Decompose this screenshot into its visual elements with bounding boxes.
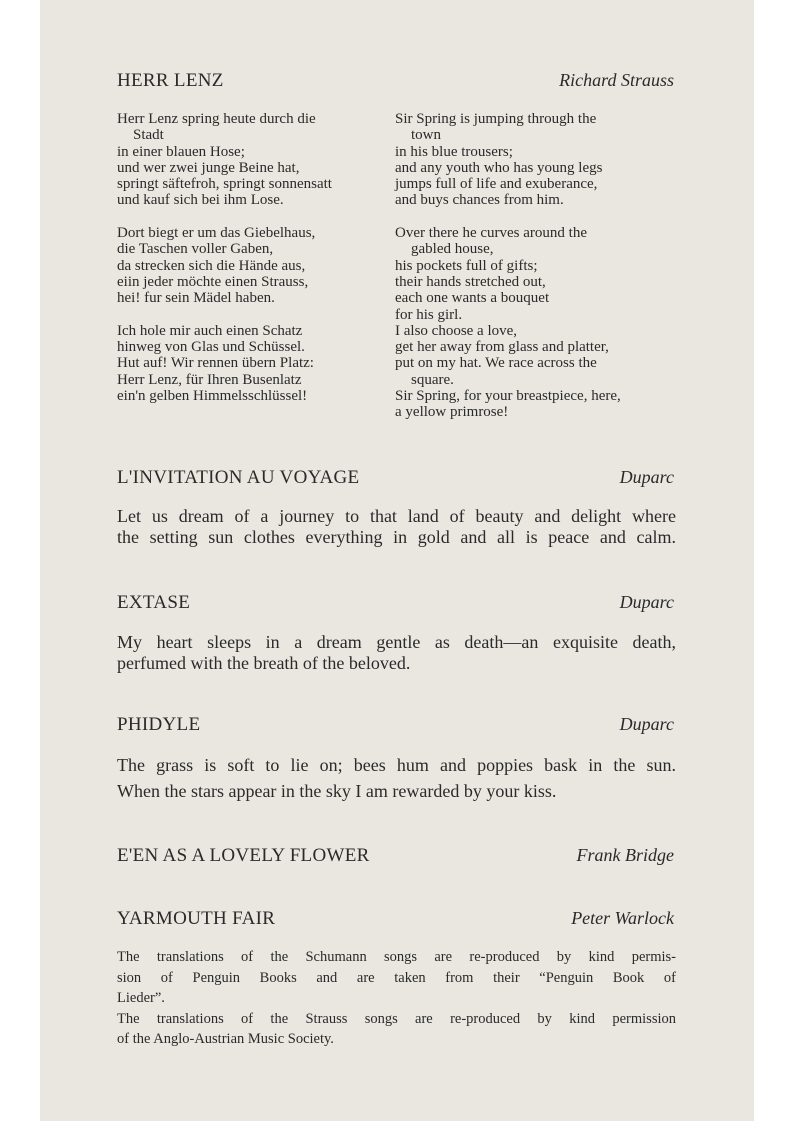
composer-name: Frank Bridge — [576, 845, 674, 865]
lyric-line: Herr Lenz, für Ihren Busenlatz — [117, 371, 302, 388]
credit-line: Lieder”. — [117, 990, 165, 1006]
lyric-line: Stadt — [133, 127, 164, 144]
translation-line: get her away from glass and platter, — [395, 339, 609, 356]
song-title: EXTASE — [117, 592, 191, 613]
translation-line: their hands stretched out, — [395, 273, 546, 290]
lyric-line: springt säftefroh, springt sonnensatt — [117, 176, 332, 193]
lyric-line: und kauf sich bei ihm Lose. — [117, 192, 284, 209]
german-stanza-3 — [117, 323, 383, 404]
summary-line: the setting sun clothes everything in gold and all is peace and calm. — [117, 527, 676, 547]
extase-heading — [117, 592, 674, 614]
lyric-line: Ich hole mir auch einen Schatz — [117, 322, 303, 339]
translation-line: put on my hat. We race across the — [395, 355, 597, 372]
translation-line: town — [411, 127, 441, 144]
summary-line: When the stars appear in the sky I am rewarded by your kiss. — [117, 781, 557, 801]
translation-line: I also choose a love, — [395, 322, 518, 339]
translation-line: gabled house, — [411, 241, 494, 258]
composer-name: Duparc — [619, 467, 674, 487]
lyric-line: eiin jeder möchte einen Strauss, — [117, 273, 309, 290]
lyric-line: Hut auf! Wir rennen übern Platz: — [117, 355, 314, 372]
translation-line: for his girl. — [395, 306, 463, 323]
credit-line: The translations of the Strauss songs are re-produced by kind permission — [117, 1010, 676, 1027]
phidyle-heading — [117, 714, 674, 736]
english-translation — [395, 111, 677, 437]
yarmouth-heading — [117, 908, 674, 930]
invitation-heading — [117, 467, 674, 489]
translation-line: his pockets full of gifts; — [395, 257, 538, 274]
lyric-line: und wer zwei junge Beine hat, — [117, 159, 300, 176]
translation-line: and any youth who has young legs — [395, 159, 603, 176]
invitation-summary — [117, 506, 676, 548]
een-heading — [117, 845, 674, 867]
credit-line: The translations of the Schumann songs are re-produced by kind permis- — [117, 949, 676, 965]
translation-line: square. — [411, 371, 454, 388]
translation-line: each one wants a bouquet — [395, 290, 550, 307]
composer-name: Peter Warlock — [571, 908, 674, 928]
lyric-line: ein'n gelben Himmelsschlüssel! — [117, 388, 308, 405]
phidyle-summary — [117, 752, 676, 804]
translation-line: and buys chances from him. — [395, 192, 564, 209]
composer-name: Duparc — [619, 592, 674, 612]
programme-page — [40, 0, 754, 1121]
lyric-line: hei! fur sein Mädel haben. — [117, 290, 275, 307]
song-title: YARMOUTH FAIR — [117, 908, 276, 929]
credit-line: of the Anglo-Austrian Music Society. — [117, 1031, 334, 1047]
lyric-line: hinweg von Glas und Schüssel. — [117, 339, 305, 356]
song-title: HERR LENZ — [117, 70, 224, 91]
translation-line: Sir Spring, for your breastpiece, here, — [395, 388, 621, 405]
translation-line: jumps full of life and exuberance, — [395, 176, 598, 193]
translation-line: Over there he curves around the — [395, 225, 587, 242]
translation-line: in his blue trousers; — [395, 143, 513, 160]
summary-line: The grass is soft to lie on; bees hum and poppies bask in the sun. — [117, 755, 676, 775]
lyric-line: Herr Lenz spring heute durch die — [117, 111, 316, 127]
translation-line: Sir Spring is jumping through the — [395, 111, 597, 127]
summary-line: Let us dream of a journey to that land of beauty and delight where — [117, 506, 676, 526]
summary-line: My heart sleeps in a dream gentle as death—an exquisite death, — [117, 632, 676, 652]
lyric-line: Dort biegt er um das Giebelhaus, — [117, 225, 316, 242]
composer-name: Richard Strauss — [559, 70, 674, 90]
english-stanza-2 — [395, 225, 677, 421]
song-title: L'INVITATION AU VOYAGE — [117, 467, 360, 488]
translation-line: a yellow primrose! — [395, 404, 509, 421]
lyric-line: da strecken sich die Hände aus, — [117, 257, 306, 274]
summary-line: perfumed with the breath of the beloved. — [117, 653, 411, 673]
translation-credits — [117, 947, 676, 1050]
composer-name: Duparc — [619, 714, 674, 734]
lyric-line: in einer blauen Hose; — [117, 143, 245, 160]
german-lyrics — [117, 111, 383, 421]
herr-lenz-heading — [117, 70, 674, 92]
german-stanza-1 — [117, 111, 383, 209]
song-title: E'EN AS A LOVELY FLOWER — [117, 845, 370, 866]
lyric-line: die Taschen voller Gaben, — [117, 241, 274, 258]
english-stanza-1 — [395, 111, 677, 209]
extase-summary — [117, 632, 676, 674]
credit-line: sion of Penguin Books and are taken from their “Penguin Book of — [117, 969, 676, 986]
song-title: PHIDYLE — [117, 714, 201, 735]
german-stanza-2 — [117, 225, 383, 306]
